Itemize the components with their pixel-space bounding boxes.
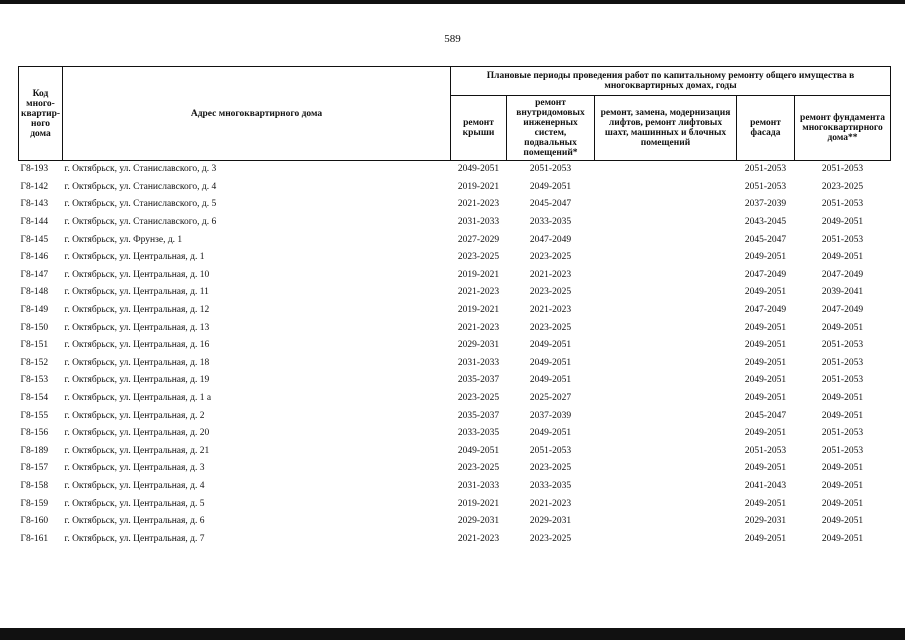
cell-facade: 2051-2053	[744, 445, 787, 456]
cell-systems: 2033-2035	[529, 480, 572, 491]
table-row	[19, 460, 891, 478]
cell-roof: 2029-2031	[457, 516, 500, 527]
cell-elevators	[595, 249, 737, 267]
cell-address: г. Октябрьск, ул. Центральная, д. 4	[64, 480, 205, 491]
cell-systems: 2033-2035	[529, 217, 572, 228]
cell-systems: 2023-2025	[529, 287, 572, 298]
cell-elevators	[595, 231, 737, 249]
cell-address: г. Октябрьск, ул. Центральная, д. 3	[64, 463, 205, 474]
cell-elevators	[595, 196, 737, 214]
header-roof: ремонт крыши	[451, 96, 507, 161]
cell-address: г. Октябрьск, ул. Центральная, д. 1	[64, 252, 205, 263]
cell-address: г. Октябрьск, ул. Центральная, д. 16	[64, 340, 210, 351]
cell-roof: 2023-2025	[457, 393, 500, 404]
header-facade: ремонт фасада	[737, 96, 795, 161]
cell-systems: 2049-2051	[529, 375, 572, 386]
cell-systems: 2049-2051	[529, 428, 572, 439]
cell-systems: 2023-2025	[529, 252, 572, 263]
cell-elevators	[595, 460, 737, 478]
cell-code: Г8-159	[20, 498, 49, 509]
cell-code: Г8-142	[20, 181, 49, 192]
cell-code: Г8-157	[20, 463, 49, 474]
cell-roof: 2049-2051	[457, 445, 500, 456]
cell-code: Г8-154	[20, 393, 49, 404]
cell-code: Г8-146	[20, 252, 49, 263]
cell-roof: 2021-2023	[457, 322, 500, 333]
cell-foundation: 2049-2051	[821, 498, 864, 509]
table-row	[19, 231, 891, 249]
cell-roof: 2021-2023	[457, 199, 500, 210]
cell-code: Г8-149	[20, 305, 49, 316]
cell-systems: 2051-2053	[529, 164, 572, 175]
cell-roof: 2035-2037	[457, 375, 500, 386]
table-row	[19, 530, 891, 548]
cell-roof: 2027-2029	[457, 234, 500, 245]
table-row	[19, 425, 891, 443]
bottom-border	[0, 628, 905, 640]
cell-foundation: 2047-2049	[821, 269, 864, 280]
table-row	[19, 355, 891, 373]
cell-facade: 2049-2051	[744, 463, 787, 474]
cell-roof: 2033-2035	[457, 428, 500, 439]
cell-address: г. Октябрьск, ул. Центральная, д. 7	[64, 533, 205, 544]
cell-roof: 2019-2021	[457, 498, 500, 509]
cell-elevators	[595, 161, 737, 179]
cell-facade: 2045-2047	[744, 234, 787, 245]
cell-systems: 2029-2031	[529, 516, 572, 527]
cell-facade: 2041-2043	[744, 480, 787, 491]
cell-roof: 2035-2037	[457, 410, 500, 421]
table-body	[19, 161, 891, 549]
cell-foundation: 2049-2051	[821, 516, 864, 527]
table-row	[19, 161, 891, 179]
cell-facade: 2049-2051	[744, 252, 787, 263]
table-row	[19, 443, 891, 461]
cell-elevators	[595, 495, 737, 513]
cell-roof: 2023-2025	[457, 463, 500, 474]
cell-code: Г8-161	[20, 533, 49, 544]
cell-facade: 2051-2053	[744, 181, 787, 192]
table-row	[19, 302, 891, 320]
page-number: 589	[444, 33, 461, 45]
cell-elevators	[595, 407, 737, 425]
cell-address: г. Октябрьск, ул. Центральная, д. 6	[64, 516, 205, 527]
cell-code: Г8-152	[20, 357, 49, 368]
repair-schedule-table	[18, 66, 891, 548]
cell-code: Г8-148	[20, 287, 49, 298]
cell-code: Г8-145	[20, 234, 49, 245]
cell-elevators	[595, 267, 737, 285]
cell-address: г. Октябрьск, ул. Центральная, д. 1 а	[64, 393, 212, 404]
cell-code: Г8-189	[20, 445, 49, 456]
header-code: Код много-квартир-ного дома	[19, 67, 63, 161]
table-row	[19, 407, 891, 425]
cell-systems: 2021-2023	[529, 498, 572, 509]
cell-systems: 2025-2027	[529, 393, 572, 404]
cell-facade: 2049-2051	[744, 287, 787, 298]
cell-address: г. Октябрьск, ул. Станиславского, д. 4	[64, 181, 217, 192]
cell-elevators	[595, 372, 737, 390]
cell-systems: 2045-2047	[529, 199, 572, 210]
cell-roof: 2021-2023	[457, 533, 500, 544]
cell-facade: 2045-2047	[744, 410, 787, 421]
cell-code: Г8-155	[20, 410, 49, 421]
cell-code: Г8-156	[20, 428, 49, 439]
header-foundation: ремонт фундамента многоквартирного дома**	[795, 96, 891, 161]
cell-foundation: 2049-2051	[821, 533, 864, 544]
header-row-group	[19, 67, 891, 96]
header-elevators: ремонт, замена, модернизация лифтов, ремонт лифтовых шахт, машинных и блочных помещений	[595, 96, 737, 161]
cell-roof: 2021-2023	[457, 287, 500, 298]
cell-elevators	[595, 530, 737, 548]
cell-foundation: 2051-2053	[821, 234, 864, 245]
cell-systems: 2023-2025	[529, 533, 572, 544]
cell-foundation: 2047-2049	[821, 305, 864, 316]
cell-elevators	[595, 478, 737, 496]
cell-facade: 2049-2051	[744, 340, 787, 351]
cell-foundation: 2049-2051	[821, 217, 864, 228]
cell-code: Г8-193	[20, 164, 49, 175]
cell-elevators	[595, 319, 737, 337]
cell-facade: 2049-2051	[744, 357, 787, 368]
cell-code: Г8-160	[20, 516, 49, 527]
cell-address: г. Октябрьск, ул. Центральная, д. 2	[64, 410, 205, 421]
cell-systems: 2021-2023	[529, 269, 572, 280]
cell-code: Г8-144	[20, 217, 49, 228]
cell-foundation: 2049-2051	[821, 252, 864, 263]
cell-address: г. Октябрьск, ул. Центральная, д. 5	[64, 498, 205, 509]
cell-systems: 2049-2051	[529, 340, 572, 351]
cell-foundation: 2051-2053	[821, 340, 864, 351]
cell-roof: 2049-2051	[457, 164, 500, 175]
cell-elevators	[595, 355, 737, 373]
table-row	[19, 513, 891, 531]
cell-address: г. Октябрьск, ул. Центральная, д. 19	[64, 375, 210, 386]
cell-code: Г8-151	[20, 340, 49, 351]
cell-elevators	[595, 390, 737, 408]
cell-code: Г8-158	[20, 480, 49, 491]
header-address: Адрес многоквартирного дома	[63, 67, 451, 161]
cell-code: Г8-150	[20, 322, 49, 333]
cell-facade: 2049-2051	[744, 498, 787, 509]
cell-systems: 2023-2025	[529, 463, 572, 474]
cell-foundation: 2051-2053	[821, 375, 864, 386]
cell-elevators	[595, 179, 737, 197]
cell-facade: 2049-2051	[744, 322, 787, 333]
cell-foundation: 2051-2053	[821, 164, 864, 175]
cell-roof: 2031-2033	[457, 480, 500, 491]
table-row	[19, 196, 891, 214]
cell-address: г. Октябрьск, ул. Центральная, д. 12	[64, 305, 210, 316]
table-row	[19, 495, 891, 513]
cell-address: г. Октябрьск, ул. Центральная, д. 20	[64, 428, 210, 439]
cell-code: Г8-153	[20, 375, 49, 386]
cell-foundation: 2049-2051	[821, 480, 864, 491]
cell-facade: 2043-2045	[744, 217, 787, 228]
cell-elevators	[595, 284, 737, 302]
table-row	[19, 319, 891, 337]
cell-facade: 2049-2051	[744, 428, 787, 439]
cell-foundation: 2051-2053	[821, 199, 864, 210]
table-row	[19, 390, 891, 408]
cell-foundation: 2049-2051	[821, 410, 864, 421]
header-periods-group: Плановые периоды проведения работ по капитальному ремонту общего имущества в многоквартирных домах, годы	[451, 67, 891, 96]
cell-facade: 2049-2051	[744, 533, 787, 544]
cell-roof: 2019-2021	[457, 181, 500, 192]
table-row	[19, 214, 891, 232]
cell-systems: 2037-2039	[529, 410, 572, 421]
cell-systems: 2051-2053	[529, 445, 572, 456]
cell-systems: 2049-2051	[529, 181, 572, 192]
cell-address: г. Октябрьск, ул. Центральная, д. 11	[64, 287, 209, 298]
cell-foundation: 2049-2051	[821, 393, 864, 404]
cell-elevators	[595, 302, 737, 320]
table-row	[19, 267, 891, 285]
cell-address: г. Октябрьск, ул. Центральная, д. 21	[64, 445, 210, 456]
cell-address: г. Октябрьск, ул. Центральная, д. 13	[64, 322, 210, 333]
cell-elevators	[595, 337, 737, 355]
cell-facade: 2051-2053	[744, 164, 787, 175]
cell-address: г. Октябрьск, ул. Центральная, д. 18	[64, 357, 210, 368]
cell-facade: 2047-2049	[744, 269, 787, 280]
cell-elevators	[595, 214, 737, 232]
cell-foundation: 2049-2051	[821, 322, 864, 333]
table-row	[19, 337, 891, 355]
cell-elevators	[595, 443, 737, 461]
top-border	[0, 0, 905, 4]
cell-address: г. Октябрьск, ул. Центральная, д. 10	[64, 269, 210, 280]
cell-roof: 2019-2021	[457, 269, 500, 280]
cell-address: г. Октябрьск, ул. Станиславского, д. 3	[64, 164, 217, 175]
cell-address: г. Октябрьск, ул. Станиславского, д. 5	[64, 199, 217, 210]
table-row	[19, 249, 891, 267]
cell-code: Г8-143	[20, 199, 49, 210]
cell-foundation: 2039-2041	[821, 287, 864, 298]
cell-address: г. Октябрьск, ул. Фрунзе, д. 1	[64, 234, 183, 245]
cell-facade: 2049-2051	[744, 393, 787, 404]
cell-systems: 2023-2025	[529, 322, 572, 333]
table-row	[19, 284, 891, 302]
cell-foundation: 2051-2053	[821, 445, 864, 456]
cell-systems: 2021-2023	[529, 305, 572, 316]
cell-systems: 2049-2051	[529, 357, 572, 368]
cell-facade: 2029-2031	[744, 516, 787, 527]
cell-foundation: 2049-2051	[821, 463, 864, 474]
cell-facade: 2049-2051	[744, 375, 787, 386]
table-row	[19, 478, 891, 496]
header-systems: ремонт внутридомовых инженерных систем, подвальных помещений*	[507, 96, 595, 161]
cell-roof: 2031-2033	[457, 357, 500, 368]
cell-elevators	[595, 513, 737, 531]
cell-roof: 2029-2031	[457, 340, 500, 351]
cell-facade: 2037-2039	[744, 199, 787, 210]
cell-foundation: 2051-2053	[821, 428, 864, 439]
cell-facade: 2047-2049	[744, 305, 787, 316]
cell-foundation: 2023-2025	[821, 181, 864, 192]
cell-address: г. Октябрьск, ул. Станиславского, д. 6	[64, 217, 217, 228]
cell-systems: 2047-2049	[529, 234, 572, 245]
cell-roof: 2019-2021	[457, 305, 500, 316]
cell-code: Г8-147	[20, 269, 49, 280]
table-row	[19, 372, 891, 390]
table-row	[19, 179, 891, 197]
cell-elevators	[595, 425, 737, 443]
cell-roof: 2023-2025	[457, 252, 500, 263]
cell-foundation: 2051-2053	[821, 357, 864, 368]
cell-roof: 2031-2033	[457, 217, 500, 228]
